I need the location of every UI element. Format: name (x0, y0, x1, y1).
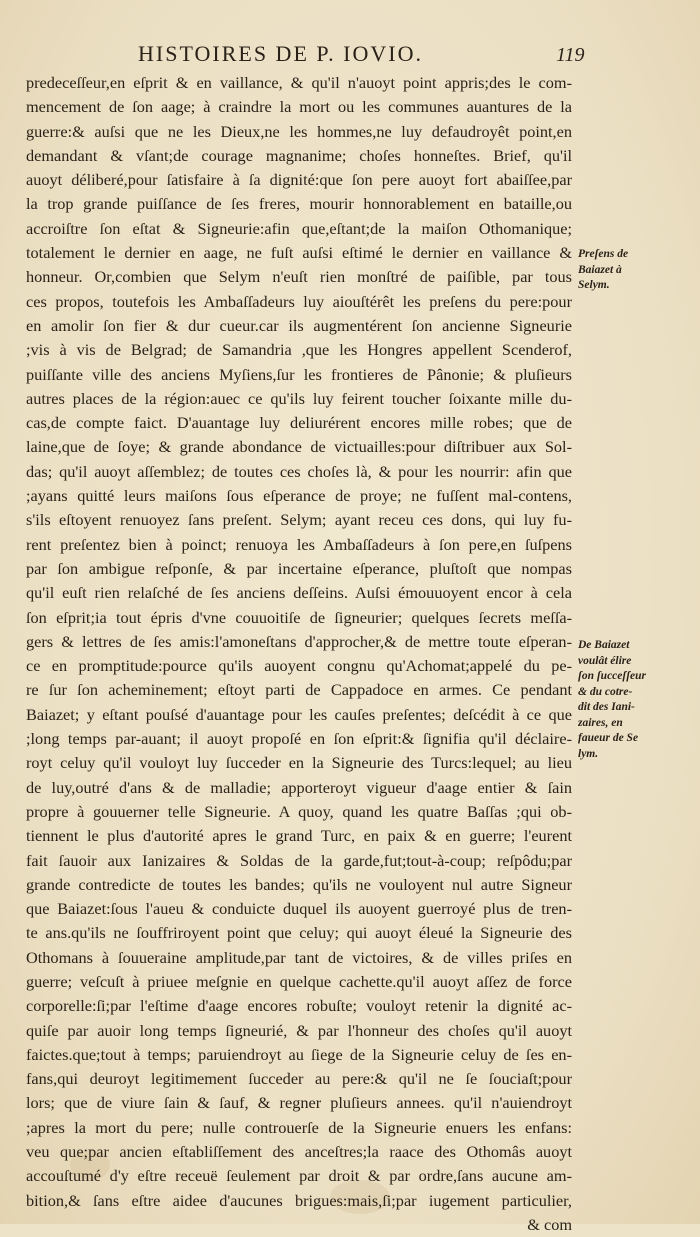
text-line: propre à gouuerner telle Signeurie. A quoy, quand les quatre Baſſas ;qui ob- (26, 801, 572, 821)
text-line: cas,de compte faict. D'auantage luy deliurérent encores mille robes; que de (26, 413, 572, 433)
marginal-note-line: De Baiazet (578, 639, 630, 651)
text-line: honneur. Or,combien que Selym n'euſt rien monſtré de paiſible, par tous (26, 267, 572, 287)
marginal-note-line: Preſens de (578, 248, 629, 260)
text-line: accroiſtre ſon eſtat & Signeurie:afin que,eſtant;de la maiſon Othomanique; (26, 218, 572, 238)
text-line: lors; que de viure ſain & ſauf, & regner pluſieurs annees. qu'il n'auiendroyt (26, 1093, 572, 1113)
text-line: Othomans à ſouueraine amplitude,par tant de victoires, & de villes priſes en (26, 947, 572, 967)
text-line: ;vis à vis de Belgrad; de Samandria ,que les Hongres appellent Scenderof, (26, 340, 572, 360)
text-line: rent preſentez bien à poinct; renuoya les Ambaſſadeurs à ſon pere,en ſuſpens (26, 534, 572, 554)
marginal-note-line: & du cotre- (578, 685, 633, 698)
text-line: laine,que de ſoye; & grande abondance de victuailles:pour diſtribuer aux Sol- (26, 437, 572, 457)
marginal-note-line: Baiazet à (578, 263, 622, 276)
text-line: la trop grande puiſſance de ſes freres, mourir honnorablement en bataille,ou (26, 194, 572, 214)
marginal-note-line: faueur de Se (578, 732, 639, 744)
folio-number: 119 (556, 44, 585, 66)
text-line: te ans.qu'ils ne ſouffriroyent point que celuy; qui auoyt éleué la Signeurie des (26, 923, 572, 943)
text-line: das; qu'il auoyt aſſemblez; de toutes ces choſes là, & pour les nourrir: afin que (26, 461, 572, 481)
marginal-note-line: lym. (578, 747, 599, 760)
text-line: en amolir ſon fier & dur cueur.car ils augmentérent ſon ancienne Signeurie (26, 315, 572, 335)
text-line: Baiazet; y eſtant pouſsé d'auantage pour les cauſes preſentes; deſcédit à ce que (26, 704, 572, 724)
body-text (26, 71, 572, 1237)
text-line: que Baiazet:ſous l'aueu & conduicte duquel ils auoyent guerroyé plus de tren- (26, 899, 572, 919)
text-line: ces propos, toutefois les Ambaſſadeurs luy aiouſtérêt les preſens du pere:pour (26, 291, 572, 311)
text-line: re ſur ſon acheminement; eſtoyt parti de Cappadoce en armes. Ce pendant (26, 680, 572, 700)
text-line: bition,& ſans eſtre aidee d'aucunes brigues:mais,ſi;par iugement particulier, (26, 1190, 572, 1210)
marginal-note-presents (578, 247, 694, 294)
running-title: HISTOIRES DE P. IOVIO. (138, 41, 423, 66)
marginal-note-succession (578, 638, 694, 762)
text-line: predeceſſeur,en eſprit & en vaillance, & qu'il n'auoyt point appris;des le com- (26, 73, 572, 92)
marginal-note-line: dit des Iani- (578, 701, 635, 713)
text-line: qu'il euſt rien relaſché de ſes anciens deſſeins. Auſsi émouuoyent encor à cela (26, 583, 572, 603)
text-line: mencement de ſon aage; à craindre la mort ou les communes auantures de la (26, 97, 572, 117)
text-line: auoyt déliberé,pour ſatisfaire à ſa dignité:que ſon pere auoyt fort abaiſſee,par (26, 170, 572, 190)
text-line: quiſe par auoir long temps ſigneurié, & par l'honneur des choſes qu'il auoyt (26, 1020, 572, 1040)
text-line: faictes.que;tout à temps; paruiendroyt au ſiege de la Signeurie celuy de ſes en- (26, 1044, 572, 1064)
text-line: ſon eſprit;ia tout épris d'vne couuoitiſe de ſigneurier; quelques ſecrets meſſa- (26, 607, 572, 627)
text-line: s'ils eſtoyent renuoyez ſans preſent. Selym; ayant receu ces dons, qui luy fu- (26, 510, 572, 530)
text-line: ;apres la mort du pere; nulle controuerſe de la Signeurie enuers les enfans: (26, 1117, 572, 1137)
text-line: accouſtumé d'y eſtre receuë ſeulement par droit & par ordre,ſans aucune am- (26, 1166, 572, 1186)
page-header (0, 40, 700, 70)
text-line: royt celuy qu'il vouloyt luy ſucceder en la Signeurie des Turcs:lequel; au lieu (26, 753, 572, 773)
marginal-note-line: Selym. (578, 279, 610, 291)
text-line: ;long temps par-auant; il auoyt propoſé en ſon eſprit:& ſignifia qu'il déclaire- (26, 729, 572, 749)
text-line: totalement le dernier en aage, ne fuſt auſsi eſtimé le dernier en vaillance & (26, 243, 572, 263)
text-line: guerre:& auſsi que ne les Dieux,ne les hommes,ne luy defaudroyêt point,en (26, 121, 572, 141)
text-line: grande contredicte de toutes les bandes; qu'ils ne vouloyent nul autre Signeur (26, 874, 572, 894)
text-line: tiennent le plus d'autorité apres le grand Turc, en paix & en guerre; l'eurent (26, 826, 572, 846)
marginal-note-line: zaires, en (578, 716, 623, 729)
text-line: & com (527, 1214, 572, 1234)
text-line: guerre; veſcuſt à priuee meſgnie en quelque cachette.qu'il auoyt aſſez de force (26, 971, 572, 991)
marginal-note-line: ſon ſucceſſeur (578, 670, 647, 682)
text-line: fait ſauoir aux Ianizaires & Soldas de la garde,fut;tout-à-coup; reſpôdu;par (26, 850, 572, 870)
text-line: demandant & vſant;de courage magnanime; choſes honneſtes. Brief, qu'il (26, 145, 572, 165)
text-line: corporelle:ſi;par l'eſtime d'aage encores robuſte; vouloyt retenir la dignité ac- (26, 996, 572, 1016)
text-line: puiſſante ville des anciens Myſiens,ſur les frontieres de Pânonie; & pluſieurs (26, 364, 572, 384)
marginal-note-line: voulât élire (578, 654, 632, 667)
text-line: par ſon ambigue reſponſe, & par incertaine eſperance, pluſtoſt que nompas (26, 558, 572, 578)
text-line: autres places de la région:auec ce qu'ils luy feirent toucher ſoixante mille du- (26, 388, 572, 408)
text-line: fans,qui deuroyt legitimement ſucceder au pere:& qu'il ne ſe ſouciaſt;pour (26, 1069, 572, 1089)
text-line: ce en promptitude:pource qu'ils auoyent congnu qu'Achomat;appelé du pe- (26, 656, 572, 676)
text-line: ;ayans quitté leurs maiſons ſous eſperance de proye; ne fuſſent mal-contens, (26, 486, 572, 506)
text-line: gers & lettres de ſes amis:l'amoneſtans d'approcher,& de mettre toute eſperan- (26, 631, 572, 651)
text-line: veu que;par ancien eſtabliſſement des anceſtres;la raace des Othomâs auoyt (26, 1142, 572, 1162)
text-line: de luy,outré d'ans & de malladie; apporteroyt vigueur d'aage entier & ſain (26, 777, 572, 797)
